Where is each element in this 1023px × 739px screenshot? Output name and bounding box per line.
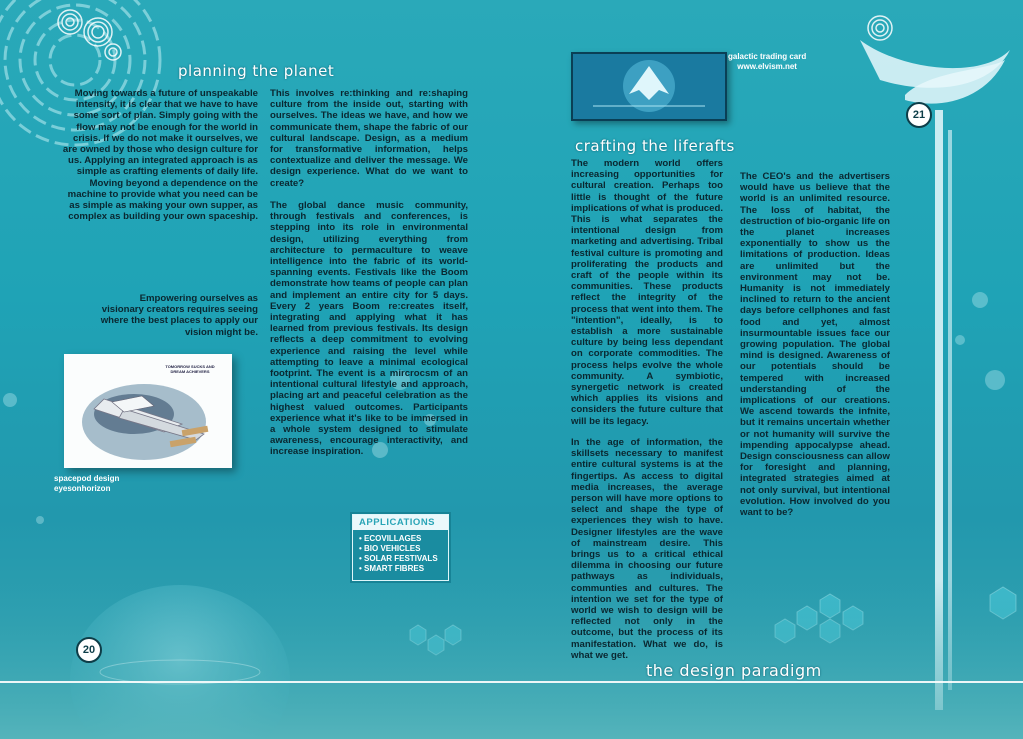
spacepod-caption-line1: spacepod design	[54, 474, 120, 483]
trading-card-image	[571, 52, 727, 121]
trading-card-illustration	[573, 54, 725, 119]
applications-item: • SMART FIBRES	[359, 564, 425, 573]
trading-card-caption-line1: galactic trading card	[728, 52, 807, 61]
spacepod-image-title: TOMORROW SUCKS AND DREAM ACHIEVERS	[165, 364, 215, 374]
applications-item: • BIO VEHICLES	[359, 544, 421, 553]
planning-heading: planning the planet	[178, 62, 335, 80]
applications-item: • SOLAR FESTIVALS	[359, 554, 438, 563]
left-col1-para2: Empowering ourselves as visionary creators requires seeing where the best places to apply our vision might be.	[100, 293, 258, 338]
right-col2-para1: The CEO's and the advertisers would have us believe that the world is an unlimited resource. The loss of habitat, the destruction of bio-organic life on the planet increases exponentially to show us the limitations of production. Ideas are unlimited but the environment may not be. Humanity is not immediately inclined to return to the ancient days before cellphones and fast food and yet, almost insurmountable issues face our growing population. The global mind is designed. Awareness of our potentials should be tempered with increased understanding of the implications of our creations. We ascend towards the infnite, but it remains uncertain whether or not humanity will survive the impending appocalypse ahead. Design consciousness can allow for foresight and planning, integrated strategies aimed at not only survival, but intentional evolution. How involved do you want to be?	[740, 171, 890, 519]
right-col1-para1: The modern world offers increasing opportunities for cultural creation. Perhaps too little is thought of the future implications of what is produced. This is what separates the intentional design from marketing and advertising. Tribal festival culture is promoting and proliferating the products and craft of the people within its communities. These products reflect the integrity of the process that went into them. The "intention", ideally, is to establish a more sustainable culture by being less dependant on corporate commodities. The process helps evolve the whole community. A symbiotic, synergetic network is created which applies its visions and considers the future culture that will be its legacy.	[571, 158, 723, 427]
spacepod-caption-line2: eyesonhorizon	[54, 484, 111, 493]
page-number-right: 21	[906, 102, 932, 128]
design-paradigm-title: the design paradigm	[646, 661, 822, 680]
applications-list	[353, 530, 448, 580]
left-col2-para2: The global dance music community, through festivals and conferences, is stepping into its role in environmental design, utilizing everything from architecture to permaculture to weave intelligence into the fabric of its world- spanning events. Festivals like the Boom demonstrate how teams of people can plan and implement an entire city for 5 days. Every 2 years Boom re:creates itself, integrating and applying what it has learned from previous festivals. Its design reflects a deep commitment to evolving experience and raising the level while attempting to leave a minimal ecological footprint. The event is a mircrocsm of an intentional cultural lifestyle and approach, placing art and peaceful celebration as the highest valued outcomes. Participants experience what it's like to be immersed in a whole system designed to stimulate awareness, encourage interactivity, and increase inspiration.	[270, 200, 468, 458]
applications-title: APPLICATIONS	[353, 515, 448, 530]
footer-divider	[0, 681, 1023, 683]
trading-card-caption-line2: www.elvism.net	[737, 62, 797, 71]
trading-card-caption	[728, 52, 806, 72]
applications-item: • ECOVILLAGES	[359, 534, 422, 543]
page-number-left: 20	[76, 637, 102, 663]
spacepod-caption	[54, 474, 119, 494]
left-col1-para1: Moving towards a future of unspeakable intensity, it is clear that we have to have some sort of plan. Simply going with the flow may not be enough for the world in crisis. If we do not make it ourselves, we are owned by those who design culture for us. Applying an integrated approach is as simple as crafting elements of daily life. Moving beyond a dependence on the machine to provide what you need can be as simple as making your own supper, as complex as building your own spaceship.	[62, 88, 258, 223]
right-col1-para2: In the age of information, the skillsets necessary to manifest entire cultural systems is at the fingertips. As access to digital media increases, the average person will have more options to select and shape the type of experiences they wish to have. Designer lifestyles are the wave of mainstream desire. This brings us to a critical ethical dilemma in choosing our future pathways as individuals, communties and cultures. The intention we set for the type of world we wish to design will be reflected not only in the outcome, but the process of its manifestation. What we do, is what we get.	[571, 437, 723, 661]
spacepod-image	[64, 354, 232, 468]
crafting-heading: crafting the liferafts	[575, 137, 735, 155]
left-col2-para1: This involves re:thinking and re:shaping culture from the inside out, starting with ourselves. The ideas we have, and how we communicate them, shape the fabric of our cultural landscape. Design, as a medium for transformative information, helps contextualize and deliver the message. We design experience. What do we want to create?	[270, 88, 468, 189]
applications-box	[352, 514, 449, 581]
